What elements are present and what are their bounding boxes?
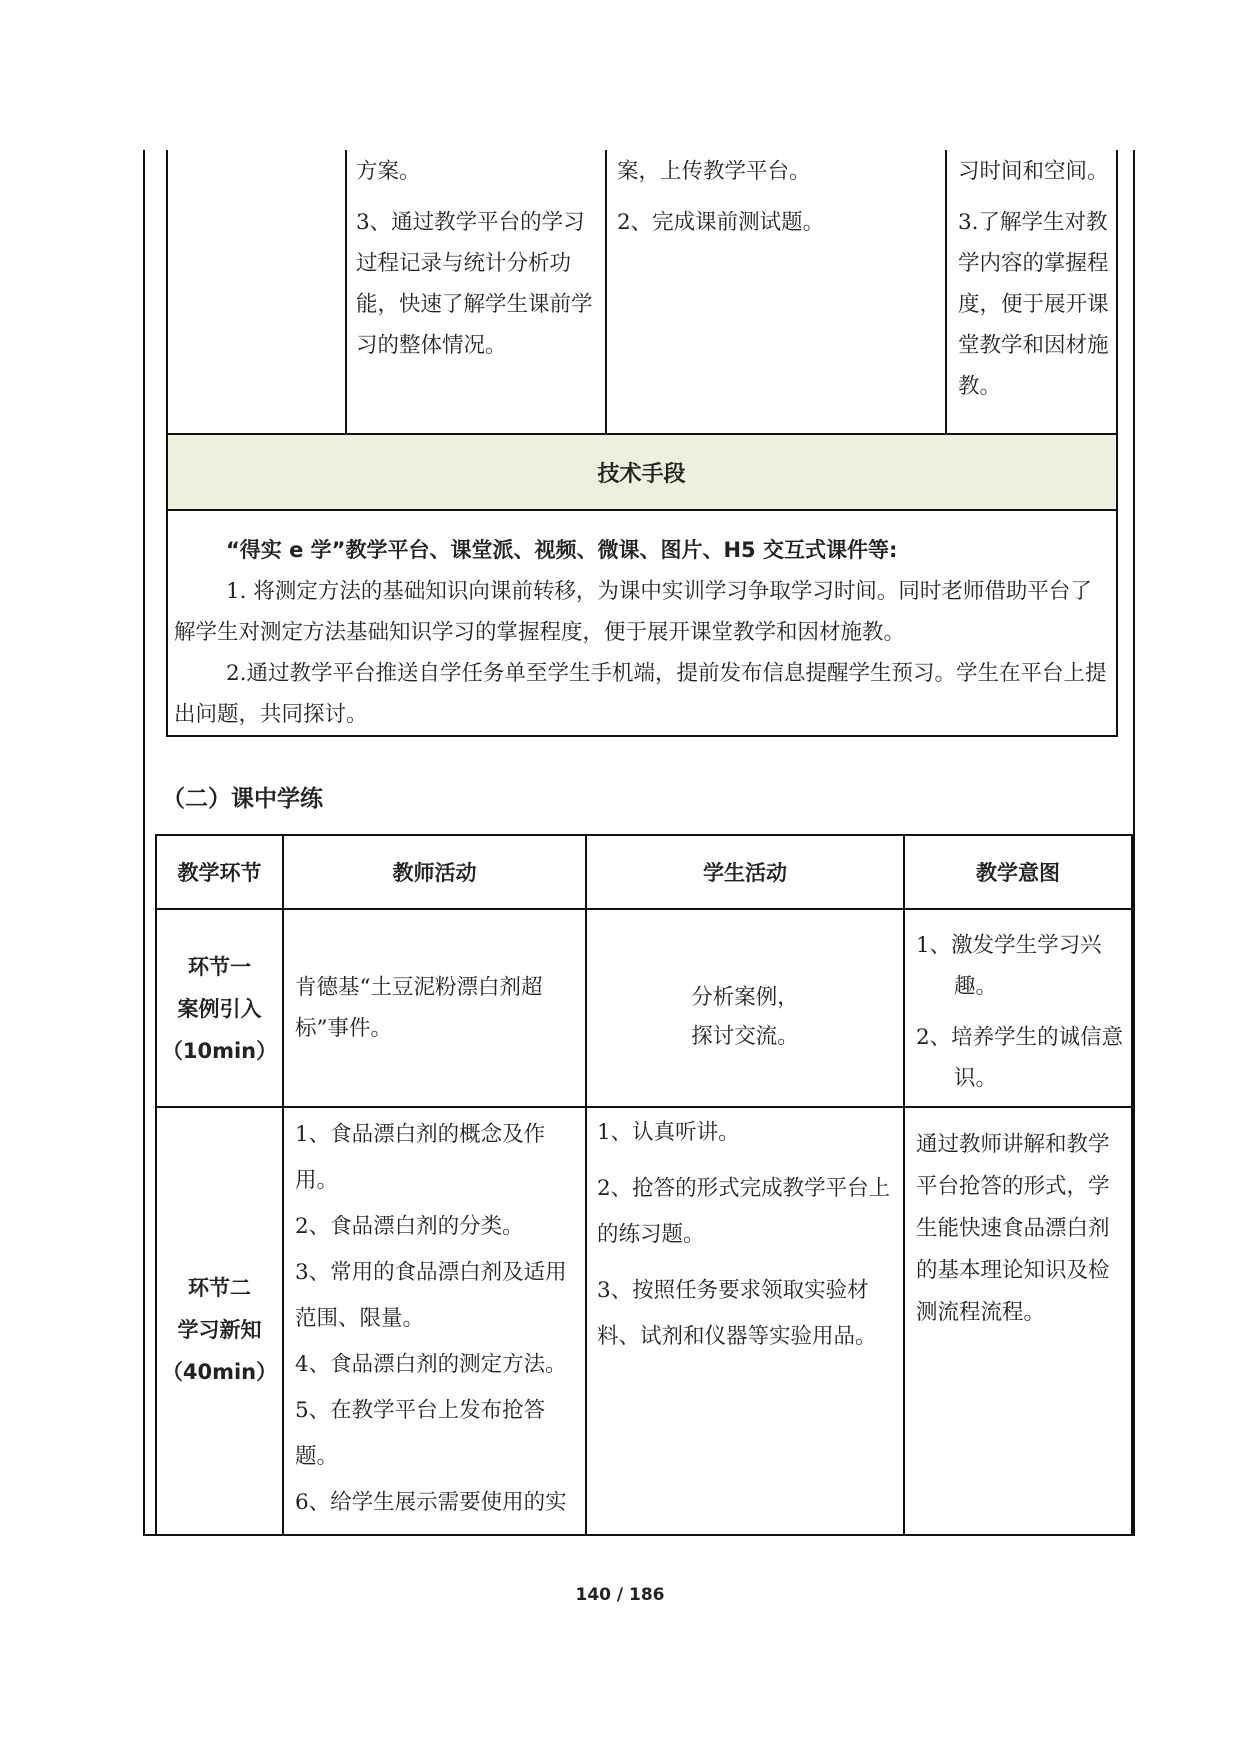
stage-2: 环节二 学习新知 （40min） [161,1276,278,1384]
intent-1: 1、激发学生学习兴趣。 2、培养学生的诚信意识。 [916,933,1124,1091]
tech-content [174,530,1109,735]
tech-header: 技术手段 [168,435,1115,509]
tech-paragraph-2: 2.通过教学平台推送自学任务单至学生手机端，提前发布信息提醒学生预习。学生在平台上提出问题，共同探讨。 [174,661,1107,727]
intent-2: 通过教师讲解和教学平台抢答的形式，学生能快速食品漂白剂的基本理论知识及检测流程流程。 [916,1132,1110,1325]
top-cell-student: 案，上传教学平台。 2、完成课前测试题。 [617,159,825,235]
page-number: 140 / 186 [575,1585,665,1605]
top-cell-intent: 习时间和空间。 3.了解学生对教学内容的掌握程度，便于展开课堂教学和因材施教。 [958,159,1109,399]
header-student: 学生活动 [703,861,787,885]
header-intent: 教学意图 [976,861,1060,885]
top-cell-teacher: 方案。 3、通过教学平台的学习过程记录与统计分析功能，快速了解学生课前学习的整体情况。 [356,159,593,358]
student-1: 分析案例， 探讨交流。 [691,985,799,1049]
teacher-2: 1、食品漂白剂的概念及作用。 2、食品漂白剂的分类。 3、常用的食品漂白剂及适用范围、限量。 4、食品漂白剂的测定方法。 5、在教学平台上发布抢答题。 6、给学生展示需要使用的实 [295,1122,567,1515]
header-stage: 教学环节 [177,861,262,885]
header-teacher: 教师活动 [392,861,477,885]
section-title: （二）课中学练 [162,786,323,812]
stage-1: 环节一 案例引入 （10min） [161,955,278,1063]
teacher-1: 肯德基“土豆泥粉漂白剂超标”事件。 [295,975,543,1041]
tech-paragraph-1: 1. 将测定方法的基础知识向课前转移，为课中实训学习争取学习时间。同时老师借助平台了解学生对测定方法基础知识学习的掌握程度，便于展开课堂教学和因材施教。 [174,579,1092,645]
student-2: 1、认真听讲。 2、抢答的形式完成教学平台上的练习题。 3、按照任务要求领取实验材料、试剂和仪器等实验用品。 [597,1120,891,1349]
tech-title: “得实 e 学”教学平台、课堂派、视频、微课、图片、H5 交互式课件等: [226,538,898,562]
